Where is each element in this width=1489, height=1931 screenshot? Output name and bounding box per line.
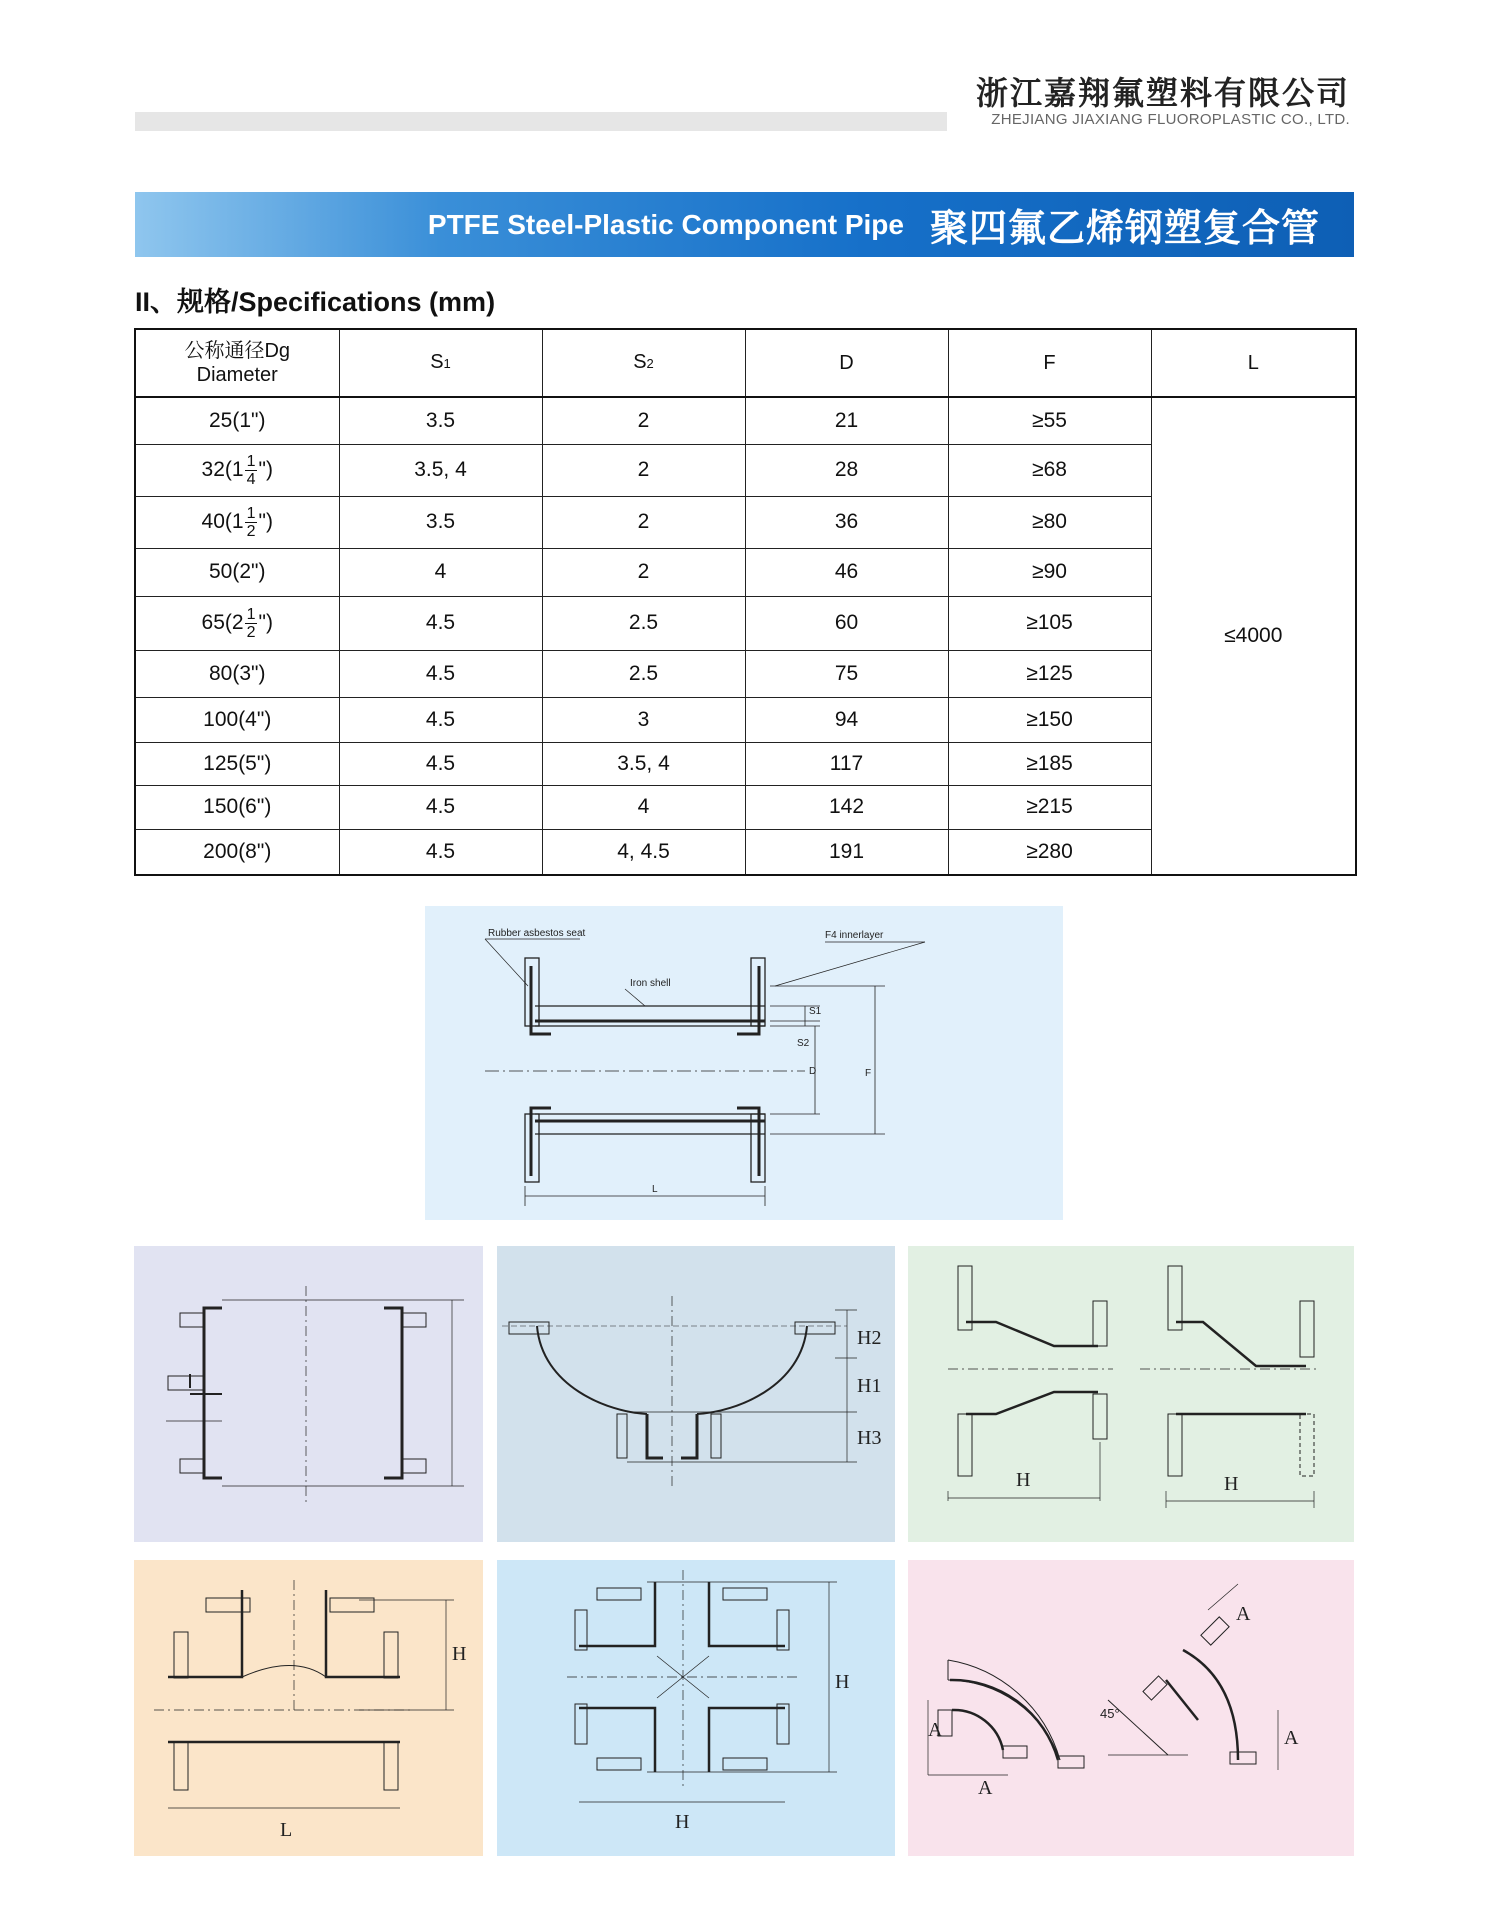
dg-suffix: ") xyxy=(258,509,273,533)
label-tee-l: L xyxy=(280,1819,293,1841)
cell-d: 60 xyxy=(745,596,948,650)
cell-f: ≥80 xyxy=(948,496,1151,548)
header-s2-text: S xyxy=(633,351,647,373)
dg-prefix: 40(1 xyxy=(201,509,244,533)
cell-s1: 3.5, 4 xyxy=(339,444,542,496)
spec-table xyxy=(134,328,1357,876)
label-h1: H1 xyxy=(857,1375,882,1397)
cell-d: 46 xyxy=(745,548,948,596)
header-s1 xyxy=(339,329,542,397)
frac-num: 1 xyxy=(246,605,256,623)
cross-drawing xyxy=(497,1560,895,1856)
cell-f: ≥185 xyxy=(948,742,1151,785)
dg-fraction xyxy=(245,606,258,641)
cell-dg: 50(2") xyxy=(135,548,339,596)
cell-dg xyxy=(135,596,339,650)
cell-d: 94 xyxy=(745,697,948,742)
cell-s1: 3.5 xyxy=(339,397,542,444)
frac-den: 4 xyxy=(246,470,256,488)
cell-d: 117 xyxy=(745,742,948,785)
panel-reducer xyxy=(908,1246,1354,1542)
label-elbow-a4: A xyxy=(1284,1727,1299,1749)
label-elbow-a1: A xyxy=(928,1719,943,1741)
label-tee-h: H xyxy=(452,1643,467,1665)
cell-s2: 2.5 xyxy=(542,596,745,650)
frac-den: 2 xyxy=(246,623,256,641)
cell-s1: 4 xyxy=(339,548,542,596)
panel-cross xyxy=(497,1560,895,1856)
cell-d: 75 xyxy=(745,650,948,697)
cell-f: ≥55 xyxy=(948,397,1151,444)
label-l: L xyxy=(652,1184,658,1195)
title-cn: 聚四氟乙烯钢塑复合管 xyxy=(929,208,1320,250)
header-s2 xyxy=(542,329,745,397)
cell-s2: 2 xyxy=(542,496,745,548)
cell-d: 142 xyxy=(745,785,948,829)
cell-s2: 2 xyxy=(542,397,745,444)
cell-d: 191 xyxy=(745,829,948,875)
cell-s2: 4 xyxy=(542,785,745,829)
dg-prefix: 32(1 xyxy=(201,457,244,481)
elbow-drawing xyxy=(908,1560,1354,1856)
header-f: F xyxy=(948,329,1151,397)
title-banner xyxy=(135,192,1354,257)
frac-num: 1 xyxy=(246,452,256,470)
label-s2: S2 xyxy=(797,1038,810,1049)
header-dg xyxy=(135,329,339,397)
label-h-left: H xyxy=(1016,1469,1031,1491)
header-s2-sub: 2 xyxy=(646,356,654,371)
cell-s1: 4.5 xyxy=(339,742,542,785)
cell-dg: 150(6") xyxy=(135,785,339,829)
cell-s1: 4.5 xyxy=(339,650,542,697)
label-d: D xyxy=(809,1066,817,1077)
label-h2: H2 xyxy=(857,1327,882,1349)
label-cross-h-vertical: H xyxy=(835,1671,850,1693)
label-cross-h-horizontal: H xyxy=(675,1811,690,1833)
cell-dg: 200(8") xyxy=(135,829,339,875)
header-l: L xyxy=(1151,329,1356,397)
header-divider-bar xyxy=(135,112,947,131)
label-inner-layer: F4 innerlayer xyxy=(825,930,884,941)
label-s1: S1 xyxy=(809,1006,822,1017)
cell-d: 36 xyxy=(745,496,948,548)
cell-s2: 2 xyxy=(542,444,745,496)
frac-den: 2 xyxy=(246,522,256,540)
dg-suffix: ") xyxy=(258,457,273,481)
cell-s2: 2 xyxy=(542,548,745,596)
table-row xyxy=(135,397,1356,444)
cell-f: ≥105 xyxy=(948,596,1151,650)
cell-dg: 25(1") xyxy=(135,397,339,444)
cell-dg: 100(4") xyxy=(135,697,339,742)
label-elbow-a3: A xyxy=(1236,1603,1251,1625)
cell-dg: 125(5") xyxy=(135,742,339,785)
cell-f: ≥90 xyxy=(948,548,1151,596)
section-heading: II、规格/Specifications (mm) xyxy=(135,287,496,317)
header-dg-en: Diameter xyxy=(196,364,278,386)
cell-d: 21 xyxy=(745,397,948,444)
label-iron-shell: Iron shell xyxy=(630,978,671,989)
tee-drawing xyxy=(134,1560,483,1856)
label-elbow-a2: A xyxy=(978,1777,993,1799)
flange-ring-drawing xyxy=(134,1246,483,1542)
header-s1-sub: 1 xyxy=(443,356,451,371)
frac-num: 1 xyxy=(246,504,256,522)
cell-s2: 2.5 xyxy=(542,650,745,697)
dish-head-drawing xyxy=(497,1246,895,1542)
reducer-drawing xyxy=(908,1246,1354,1542)
label-rubber-seat: Rubber asbestos seat xyxy=(488,928,586,939)
cell-s1: 4.5 xyxy=(339,829,542,875)
cell-s1: 4.5 xyxy=(339,785,542,829)
cell-f: ≥280 xyxy=(948,829,1151,875)
label-h-right: H xyxy=(1224,1473,1239,1495)
company-name-en: ZHEJIANG JIAXIANG FLUOROPLASTIC CO., LTD. xyxy=(991,111,1350,128)
cell-d: 28 xyxy=(745,444,948,496)
dg-prefix: 65(2 xyxy=(201,610,244,634)
cell-dg xyxy=(135,496,339,548)
cell-dg xyxy=(135,444,339,496)
cell-dg: 80(3") xyxy=(135,650,339,697)
dg-fraction xyxy=(245,453,258,488)
dg-suffix: ") xyxy=(258,610,273,634)
header-s1-text: S xyxy=(430,351,444,373)
cell-f: ≥215 xyxy=(948,785,1151,829)
company-name-cn: 浙江嘉翔氟塑料有限公司 xyxy=(975,75,1350,111)
panel-flange-ring xyxy=(134,1246,483,1542)
title-en: PTFE Steel-Plastic Component Pipe xyxy=(427,208,904,240)
cell-f: ≥150 xyxy=(948,697,1151,742)
cell-s2: 3.5, 4 xyxy=(542,742,745,785)
cell-f: ≥125 xyxy=(948,650,1151,697)
pipe-section-drawing xyxy=(425,906,1063,1220)
panel-elbow xyxy=(908,1560,1354,1856)
header-dg-cn: 公称通径Dg xyxy=(184,340,291,362)
label-elbow-angle: 45° xyxy=(1100,1706,1120,1721)
header-d: D xyxy=(745,329,948,397)
cell-s1: 4.5 xyxy=(339,697,542,742)
dg-fraction xyxy=(245,505,258,540)
cell-f: ≥68 xyxy=(948,444,1151,496)
cell-s1: 4.5 xyxy=(339,596,542,650)
main-pipe-diagram xyxy=(425,906,1063,1220)
panel-dish-head xyxy=(497,1246,895,1542)
panel-tee xyxy=(134,1560,483,1856)
cell-s2: 3 xyxy=(542,697,745,742)
label-f: F xyxy=(865,1068,872,1079)
label-h3: H3 xyxy=(857,1427,882,1449)
table-header-row xyxy=(135,329,1356,397)
cell-s1: 3.5 xyxy=(339,496,542,548)
cell-s2: 4, 4.5 xyxy=(542,829,745,875)
cell-l-merged: ≤4000 xyxy=(1151,397,1356,875)
